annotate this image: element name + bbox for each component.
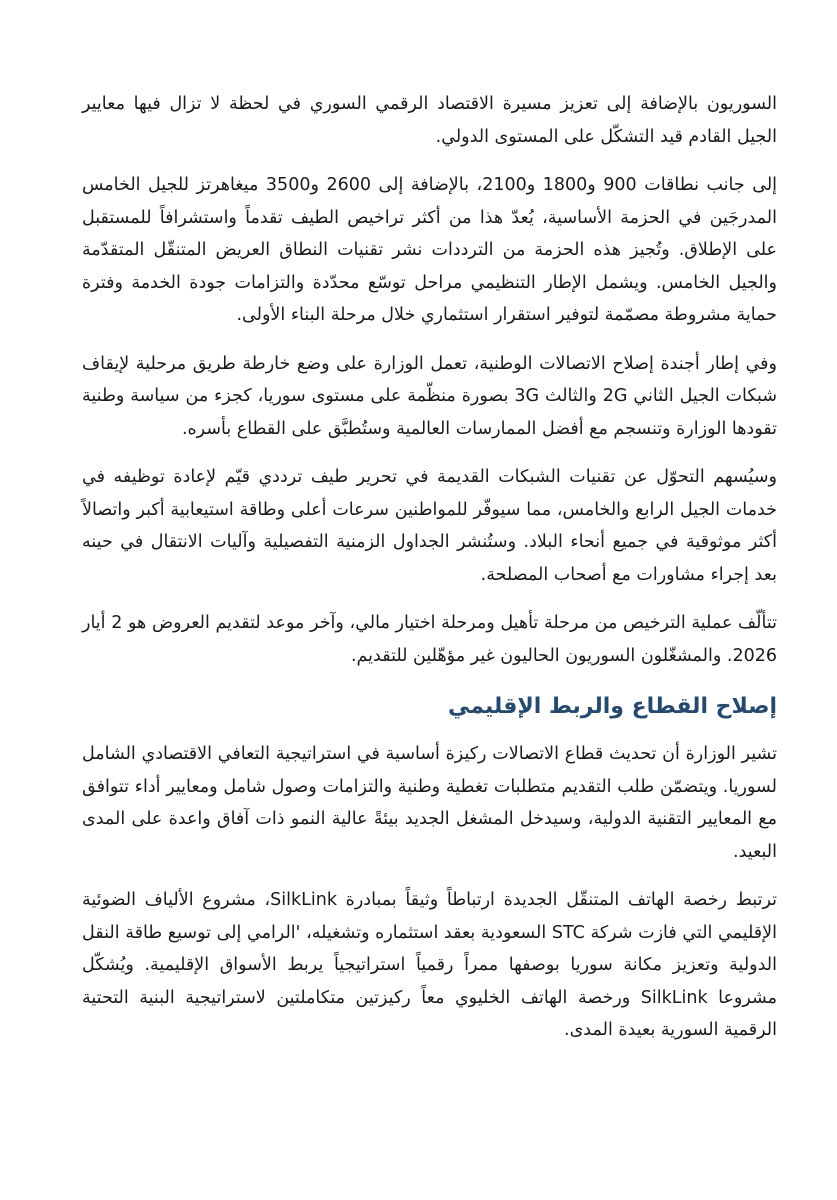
paragraph-2g-3g-sunset: وفي إطار أجندة إصلاح الاتصالات الوطنية، تعمل الوزارة على وضع خارطة طريق مرحلية لإيقاف شبكات الجيل الثاني 2G والثالث 3G بصورة منظّمة على مستوى سوريا، كجزء من سياسة وطنية تقودها الوزارة وتنسجم مع أفضل الممارسات العالمية وستُطبَّق على القطاع بأسره. (82, 353, 777, 439)
document-body (82, 88, 777, 1063)
paragraph-spectrum-bands: إلى جانب نطاقات 900 و1800 و2100، بالإضافة إلى 2600 و3500 ميغاهرتز للجيل الخامس المدرجَين في الحزمة الأساسية، يُعدّ هذا من أكثر تراخيص الطيف تقدماً واستشرافاً للمستقبل على الإطلاق. وتُجيز هذه الحزمة من الترددات نشر تقنيات النطاق العريض المتنقّل المتقدّمة والجيل الخامس. ويشمل الإطار التنظيمي مراحل توسّع محدّدة والتزامات جودة الخدمة وفترة حماية مشروطة مصمّمة لتوفير استقرار استثماري خلال مرحلة البناء الأولى. (82, 175, 778, 325)
paragraph-licensing-process: تتألّف عملية الترخيص من مرحلة تأهيل ومرحلة اختيار مالي، وآخر موعد لتقديم العروض هو 2 أيار 2026. والمشغّلون السوريون الحاليون غير مؤهّلين للتقديم. (82, 613, 777, 666)
paragraph-sector-modernization: تشير الوزارة أن تحديث قطاع الاتصالات ركيزة أساسية في استراتيجية التعافي الاقتصادي الشامل لسوريا. ويتضمّن طلب التقديم متطلبات تغطية وطنية والتزامات وصول شامل ومعايير أداء تتوافق مع المعايير التقنية الدولية، وسيدخل المشغل الجديد بيئةً عالية النمو ذات آفاق واعدة على المدى البعيد. (82, 744, 777, 862)
section-heading: إصلاح القطاع والربط الإقليمي (448, 694, 777, 719)
paragraph-silklink: ترتبط رخصة الهاتف المتنقّل الجديدة ارتباطاً وثيقاً بمبادرة SilkLink، مشروع الألياف الضوئية الإقليمي التي فازت شركة STC السعودية بعقد استثماره وتشغيله، 'الرامي إلى توسيع طاقة النقل الدولية وتعزيز مكانة سوريا بوصفها ممراً رقمياً استراتيجياً يربط الأسواق الإقليمية. ويُشكّل مشروعا SilkLink ورخصة الهاتف الخليوي معاً ركيزتين متكاملتين لاستراتيجية البنية التحتية الرقمية السورية بعيدة المدى. (82, 890, 778, 1040)
paragraph-intro-continuation: السوريون بالإضافة إلى تعزيز مسيرة الاقتصاد الرقمي السوري في لحظة لا تزال فيها معايير الجيل القادم قيد التشكّل على المستوى الدولي. (82, 94, 777, 147)
paragraph-spectrum-refarming: وسيُسهم التحوّل عن تقنيات الشبكات القديمة في تحرير طيف ترددي قيّم لإعادة توظيفه في خدمات الجيل الرابع والخامس، مما سيوفّر للمواطنين سرعات أعلى وطاقة استيعابية أكبر واتصالاً أكثر موثوقية في جميع أنحاء البلاد. وستُنشر الجداول الزمنية التفصيلية وآليات الانتقال في حينه بعد إجراء مشاورات مع أصحاب المصلحة. (82, 467, 777, 585)
